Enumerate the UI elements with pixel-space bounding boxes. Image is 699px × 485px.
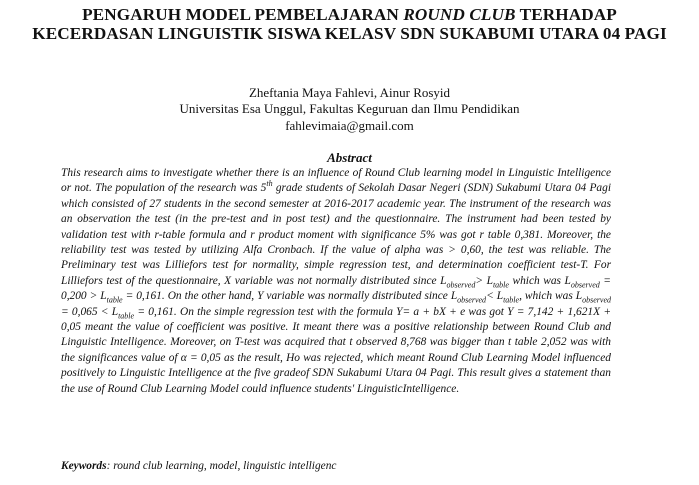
keywords-label: Keywords <box>61 460 107 472</box>
abstract-text: = 0,200 > L <box>61 274 611 303</box>
abstract-text: = 0,161. On the other hand, Y variable was normally distributed since L <box>122 290 458 303</box>
title-part2: TERHADAP KECERDASAN LINGUISTIK SISWA KELASV SDN SUKABUMI UTARA 04 PAGI <box>32 5 667 43</box>
abstract-text: grade students of Sekolah Dasar Negeri (SDN) Sukabumi Utara 04 Pagi which consisted of 27 students in the second semester at 2016-2017 academic year. The instrument of the research was an observation the test (in the pre-test and in post test) and the questionnaire. The instrument had been tested by validation test with r-table formula and r product moment with significance 5% was got r table 0,381. Moreover, the reliability test was tested by utilizing Alfa Cronbach. If the value of alpha was > 0,60, the test was reliable. The Preliminary test was Lilliefors test for normality, simple regression test, and determination coefficient test-T. For Lilliefors test of the questionnaire, X variable was not normally distributed since L <box>61 182 611 287</box>
title-part1: PENGARUH MODEL PEMBELAJARAN <box>82 5 404 24</box>
paper-title <box>20 5 679 43</box>
abstract-text: , which was L <box>519 290 583 303</box>
abstract-text: > L <box>475 274 493 287</box>
title-italic: ROUND CLUB <box>403 5 516 24</box>
abstract-text: = 0,065 < L <box>61 305 119 318</box>
keywords-text: : round club learning, model, linguistic intelligenc <box>106 460 337 472</box>
keywords-line <box>61 459 621 474</box>
subscript-table: table <box>118 310 135 320</box>
subscript-observed: observed <box>446 280 476 290</box>
email: fahlevimaia@gmail.com <box>285 118 414 133</box>
abstract-heading: Abstract <box>327 150 372 165</box>
subscript-observed: observed <box>457 295 487 305</box>
subscript-observed: observed <box>582 295 611 305</box>
subscript-observed: observed <box>570 280 600 290</box>
abstract-text: which was L <box>508 274 571 287</box>
abstract-text: This research aims to investigate whether there is an influence of Round Club learning model in Linguistic Intelligence or not. The population of the research was 5 <box>61 167 611 195</box>
affiliation: Universitas Esa Unggul, Fakultas Keguruan dan Ilmu Pendidikan <box>179 101 520 116</box>
subscript-table: table <box>106 295 123 305</box>
abstract-body <box>61 166 611 397</box>
subscript-table: table <box>503 295 520 305</box>
authors: Zheftania Maya Fahlevi, Ainur Rosyid <box>248 85 451 100</box>
subscript-table: table <box>492 280 509 290</box>
superscript-th: th <box>266 179 273 189</box>
abstract-text: = 0,161. On the simple regression test with the formula Y= a + bX + e was got Y = 7,142 + 1,621X + 0,05 meant the value of coefficient was positive. It meant there was a positive relationship between Round Club and Linguistic Intelligence. Moreover, on T-test was acquired that t observed 8,768 was bigger than t table 2,052 was with the significances value of α = 0,05 as the result, Ho was rejected, which meant Round Club Learning Model influenced positively to Linguistic Intelligence at the five gradeof SDN Sukabumi Utara 04 Pagi. This result gives a statement than the use of Round Club Learning Model could influence students' LinguisticIntelligence. <box>61 305 611 395</box>
abstract-text: < L <box>486 290 504 303</box>
